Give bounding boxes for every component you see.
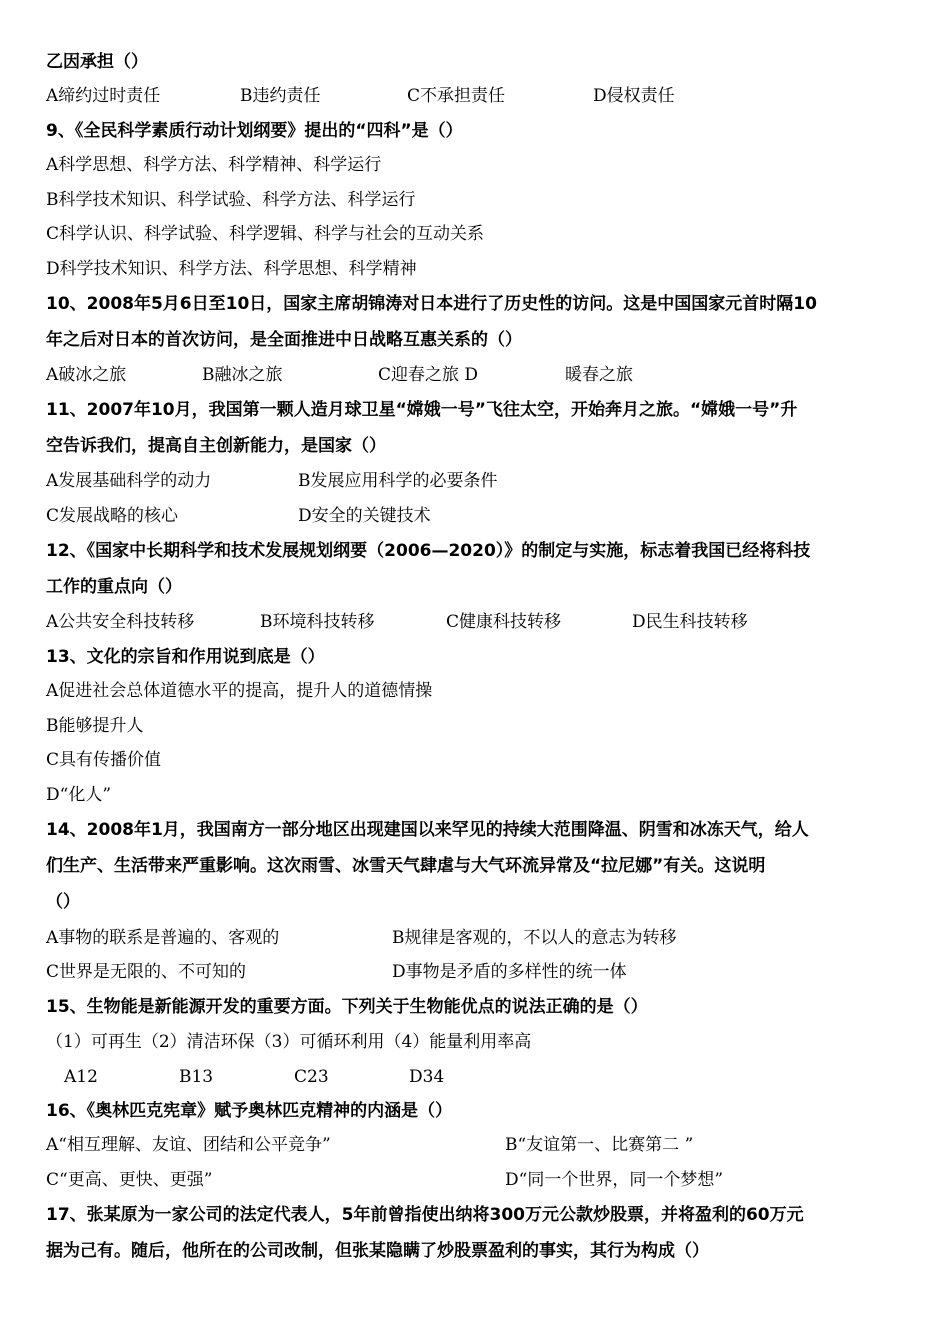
q10-stem-line1: 10、2008年5月6日至10日，国家主席胡锦涛对日本进行了历史性的访问。这是中国国家元首时隔10 [46,294,817,314]
q12-option-a: A公共安全科技转移 [46,612,195,632]
q15-stem: 15、生物能是新能源开发的重要方面。下列关于生物能优点的说法正确的是（） [46,997,648,1017]
q15-option-d: D34 [409,1067,445,1087]
q17-stem-line1: 17、张某原为一家公司的法定代表人，5年前曾指使出纳将300万元公款炒股票，并将盈利的60万元 [46,1205,804,1225]
q9-option-b: B科学技术知识、科学试验、科学方法、科学运行 [46,190,416,210]
q15-option-b: B13 [179,1067,214,1087]
q9-option-a: A科学思想、科学方法、科学精神、科学运行 [46,155,382,175]
q15-option-a: A12 [64,1067,98,1087]
q16-option-d: D“同一个世界，同一个梦想” [505,1170,724,1190]
q15-items: （1）可再生（2）清洁环保（3）可循环利用（4）能量利用率高 [46,1032,532,1052]
q12-stem-line2: 工作的重点向（） [46,577,182,597]
q13-option-a: A促进社会总体道德水平的提高，提升人的道德情操 [46,681,433,701]
q16-option-c: C“更高、更快、更强” [46,1170,213,1190]
q13-option-b: B能够提升人 [46,716,144,736]
q8-tail: 乙因承担（） [46,52,148,72]
q10-stem-line2: 年之后对日本的首次访问，是全面推进中日战略互惠关系的（） [46,330,522,350]
q10-option-a: A破冰之旅 [46,365,127,385]
q8-option-c: C不承担责任 [407,86,506,106]
q8-option-a: A缔约过时责任 [46,86,161,106]
q14-stem-line2: 们生产、生活带来严重影响。这次雨雪、冰雪天气肆虐与大气环流异常及“拉尼娜”有关。这说明 [46,856,766,876]
q12-option-d: D民生科技转移 [632,612,748,632]
q17-stem-line2: 据为己有。随后，他所在的公司改制，但张某隐瞒了炒股票盈利的事实，其行为构成（） [46,1241,709,1261]
q11-option-c: C发展战略的核心 [46,506,179,526]
q10-option-b: B融冰之旅 [202,365,283,385]
q14-stem-line1: 14、2008年1月，我国南方一部分地区出现建国以来罕见的持续大范围降温、阴雪和冰冻天气，给人 [46,820,809,840]
q11-stem-line2: 空告诉我们，提高自主创新能力，是国家（） [46,436,386,456]
q16-option-b: B“友谊第一、比赛第二 ” [505,1135,694,1155]
q10-option-d: 暖春之旅 [565,365,633,385]
q14-option-b: B规律是客观的，不以人的意志为转移 [392,928,677,948]
q11-option-d: D安全的关键技术 [298,506,431,526]
q13-option-d: D“化人” [46,785,112,805]
q14-option-d: D事物是矛盾的多样性的统一体 [392,962,627,982]
q12-option-c: C健康科技转移 [446,612,562,632]
q16-stem: 16、《奥林匹克宪章》赋予奥林匹克精神的内涵是（） [46,1101,453,1121]
q12-option-b: B环境科技转移 [260,612,375,632]
q9-stem: 9、《全民科学素质行动计划纲要》提出的“四科”是（） [46,121,463,141]
q9-option-d: D科学技术知识、科学方法、科学思想、科学精神 [46,259,417,279]
q10-option-c: C迎春之旅 D [378,365,479,385]
q14-option-a: A事物的联系是普遍的、客观的 [46,928,280,948]
q12-stem-line1: 12、《国家中长期科学和技术发展规划纲要（2006—2020）》的制定与实施，标志着我国已经将科技 [46,541,811,561]
q14-stem-line3: （） [46,892,80,912]
q8-option-d: D侵权责任 [593,86,675,106]
q9-option-c: C科学认识、科学试验、科学逻辑、科学与社会的互动关系 [46,224,485,244]
q13-stem: 13、文化的宗旨和作用说到底是（） [46,647,325,667]
q15-option-c: C23 [294,1067,329,1087]
q11-option-a: A发展基础科学的动力 [46,471,212,491]
q14-option-c: C世界是无限的、不可知的 [46,962,247,982]
q11-option-b: B发展应用科学的必要条件 [298,471,498,491]
q11-stem-line1: 11、2007年10月，我国第一颗人造月球卫星“嫦娥一号”飞往太空，开始奔月之旅。“嫦娥一号”升 [46,400,798,420]
q8-option-b: B违约责任 [240,86,321,106]
q13-option-c: C具有传播价值 [46,750,162,770]
q16-option-a: A“相互理解、友谊、团结和公平竞争” [46,1135,331,1155]
